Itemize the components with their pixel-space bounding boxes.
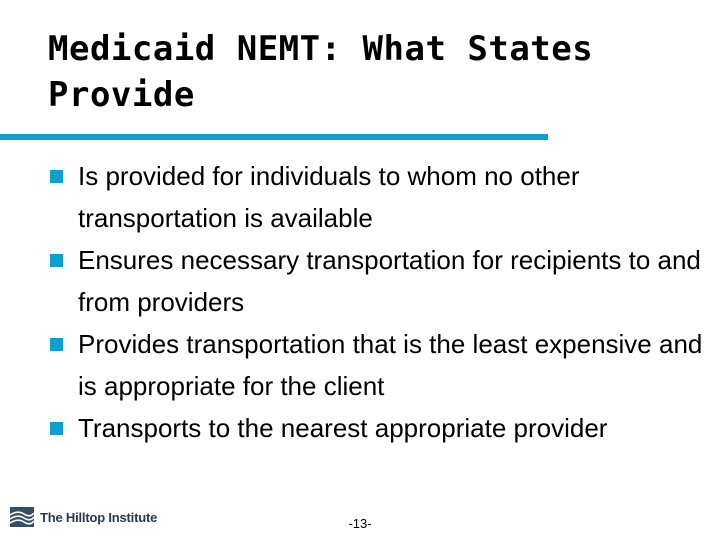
bullet-list: [48, 155, 708, 449]
bullet-item: [48, 407, 708, 449]
slide-title: Medicaid NEMT: What States Provide: [48, 29, 594, 115]
title-underline: [0, 134, 548, 140]
bullet-item: [48, 239, 708, 323]
bullet-text: Provides transportation that is the least expensive and is appropriate for the client: [78, 329, 703, 401]
bullet-item: [48, 155, 708, 239]
bullet-text: Is provided for individuals to whom no other transportation is available: [78, 161, 580, 233]
hilltop-logo: [10, 505, 157, 529]
logo-text: The Hilltop Institute: [40, 509, 158, 525]
page-number: -13-: [348, 516, 372, 531]
square-bullet-icon: [50, 422, 63, 435]
square-bullet-icon: [50, 254, 63, 267]
bullet-item: [48, 323, 708, 407]
bullet-text: Ensures necessary transportation for recipients to and from providers: [78, 245, 701, 317]
hilltop-logo-icon: [10, 507, 34, 527]
bullet-text: Transports to the nearest appropriate provider: [78, 413, 608, 443]
square-bullet-icon: [50, 338, 63, 351]
square-bullet-icon: [50, 170, 63, 183]
